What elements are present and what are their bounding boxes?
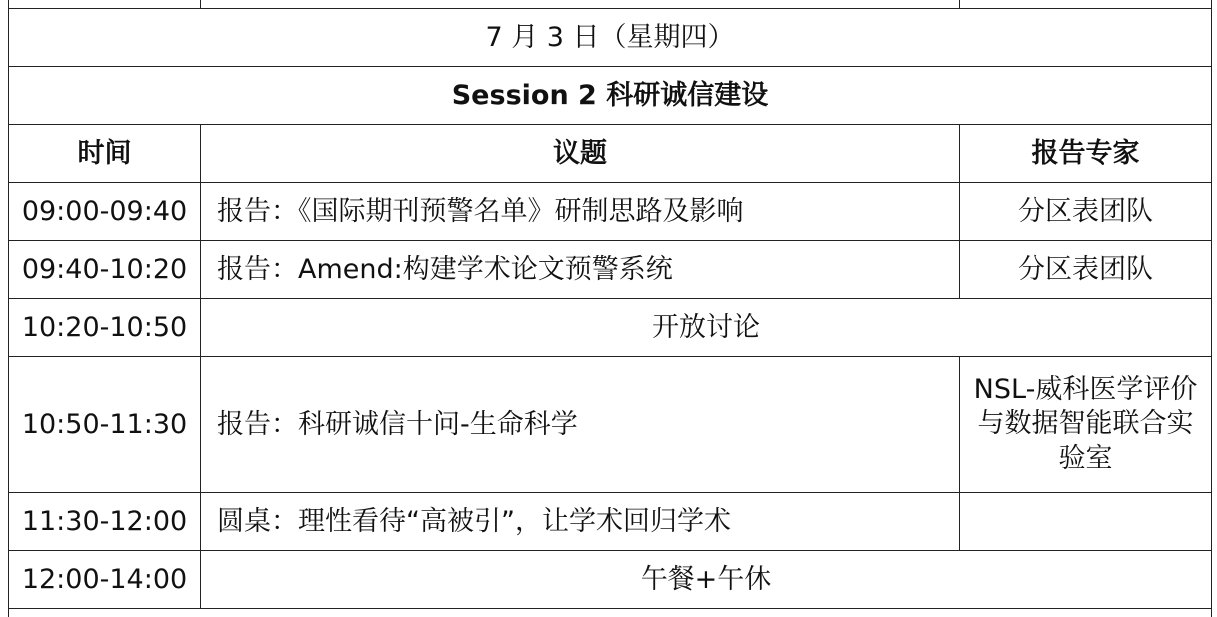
row-topic: 报告：《国际期刊预警名单》研制思路及影响 [201, 183, 960, 241]
column-header-time: 时间 [9, 125, 201, 183]
row-time: 10:20-10:50 [9, 299, 201, 357]
row-time: 09:00-09:40 [9, 183, 201, 241]
table-row [9, 551, 1212, 609]
column-header-topic: 议题 [201, 125, 960, 183]
column-header-row [9, 125, 1212, 183]
row-topic: 报告：科研诚信十问-生命科学 [201, 357, 960, 493]
date-row [9, 9, 1212, 67]
row-topic: 圆桌：理性看待“高被引”，让学术回归学术 [201, 493, 960, 551]
table-row [9, 493, 1212, 551]
row-time: 11:30-12:00 [9, 493, 201, 551]
session-row [9, 67, 1212, 125]
row-topic: 报告：Amend:构建学术论文预警系统 [201, 241, 960, 299]
row-time: 09:40-10:20 [9, 241, 201, 299]
row-speaker: 分区表团队 [960, 183, 1212, 241]
row-topic-merged: 午餐+午休 [201, 551, 1212, 609]
row-speaker: NSL-威科医学评价与数据智能联合实验室 [960, 357, 1212, 493]
row-speaker [960, 493, 1212, 551]
row-time: 12:00-14:00 [9, 551, 201, 609]
table-row [9, 183, 1212, 241]
agenda-table [8, 0, 1212, 617]
column-header-speaker: 报告专家 [960, 125, 1212, 183]
row-topic-merged: 开放讨论 [201, 299, 1212, 357]
row-time: 10:50-11:30 [9, 357, 201, 493]
table-row [9, 299, 1212, 357]
table-row [9, 241, 1212, 299]
row-speaker: 分区表团队 [960, 241, 1212, 299]
previous-row-edge [9, 0, 1212, 9]
table-row [9, 357, 1212, 493]
session-title: Session 2 科研诚信建设 [9, 67, 1212, 125]
next-row-edge [9, 609, 1212, 617]
date-header: 7 月 3 日（星期四） [9, 9, 1212, 67]
